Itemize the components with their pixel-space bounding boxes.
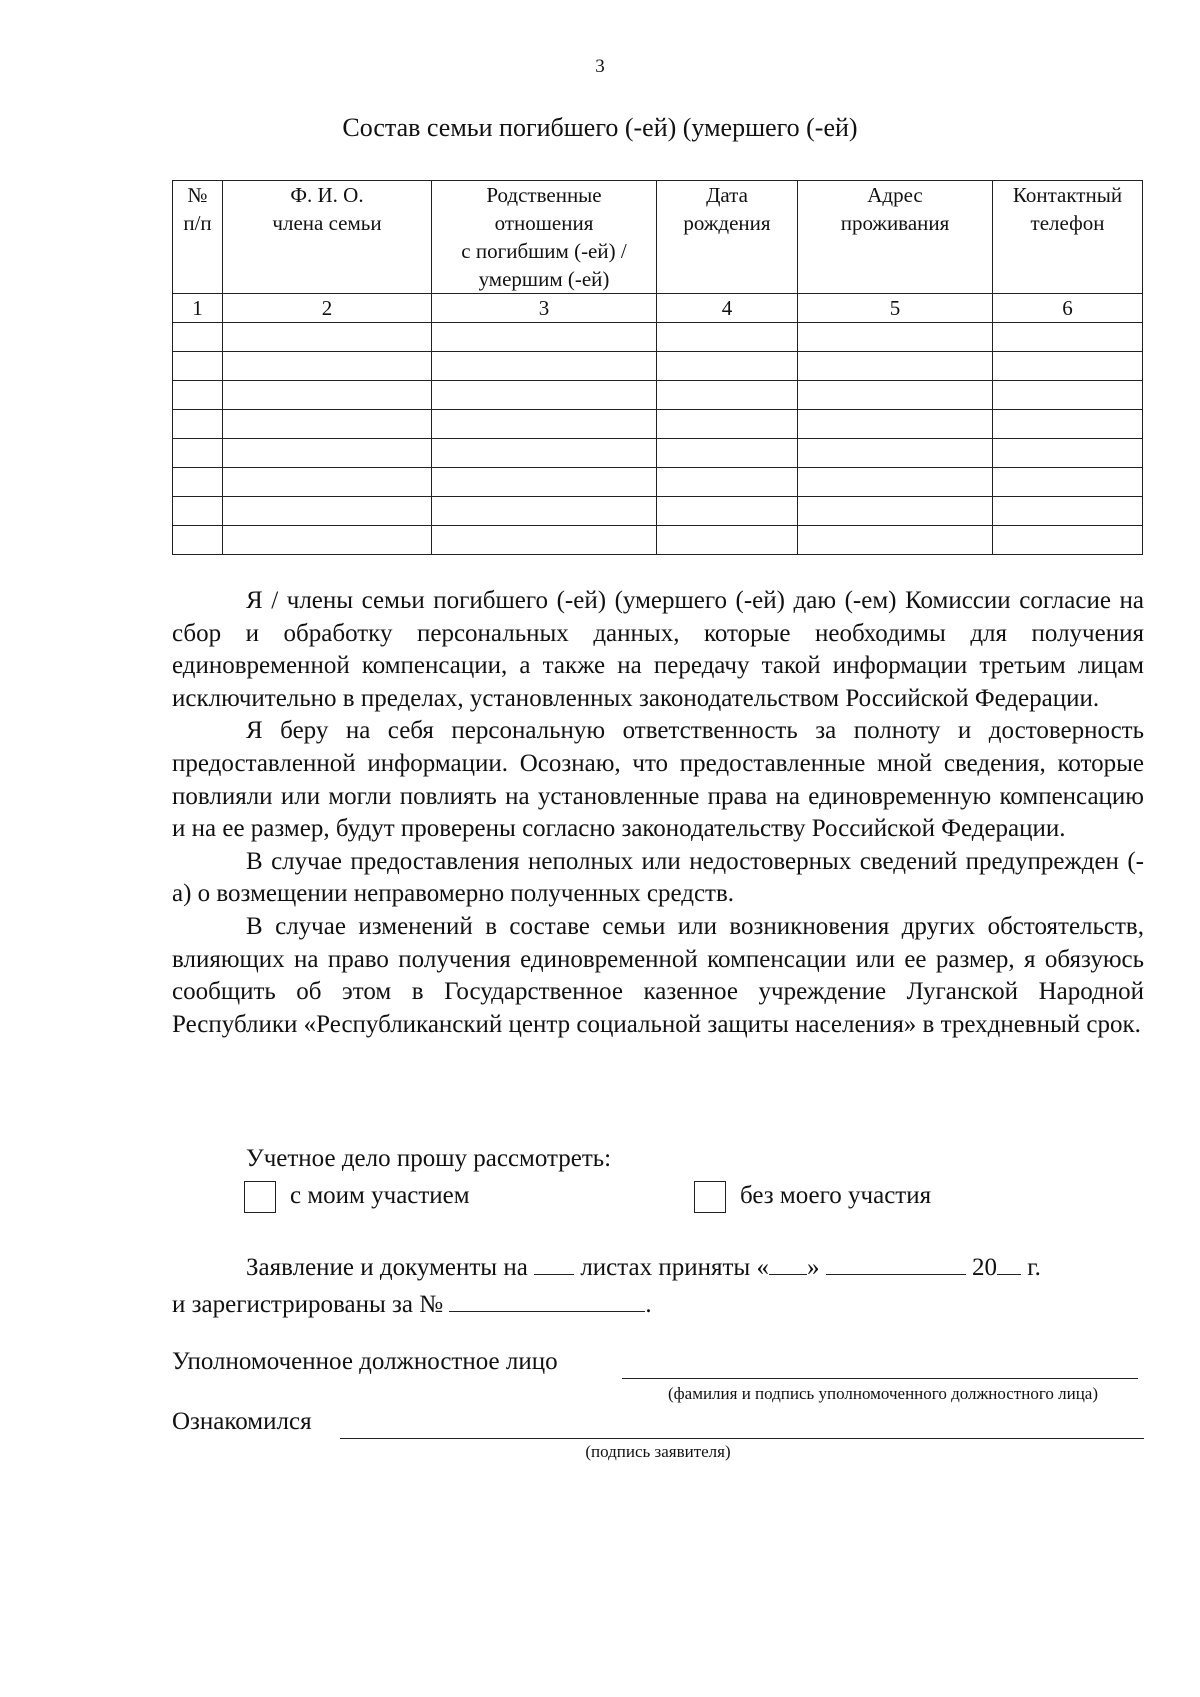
table-cell[interactable] xyxy=(223,381,432,410)
header-full-name: Ф. И. О. члена семьи xyxy=(223,181,432,294)
consent-text xyxy=(172,585,1144,1041)
acquainted-caption: (подпись заявителя) xyxy=(585,1442,731,1461)
table-cell[interactable] xyxy=(432,468,657,497)
table-cell[interactable] xyxy=(993,381,1143,410)
paragraph-responsibility: Я беру на себя персональную ответственность за полноту и достоверность предоставленной информации. Осознаю, что предоставленные мной сведения, которые повлияли или могли повлиять на установленные права на единовременную компенсацию и на ее размер, будут проверены согласно законодательству Российской Федерации. xyxy=(172,717,1144,843)
acquainted-signature-line[interactable] xyxy=(340,1438,1144,1439)
column-number: 6 xyxy=(993,294,1143,323)
table-row xyxy=(173,323,1143,352)
year-field[interactable] xyxy=(997,1248,1021,1275)
table-cell[interactable] xyxy=(993,497,1143,526)
table-cell[interactable] xyxy=(993,439,1143,468)
table-cell[interactable] xyxy=(993,410,1143,439)
table-cell[interactable] xyxy=(798,410,993,439)
table-cell[interactable] xyxy=(173,439,223,468)
table-cell[interactable] xyxy=(173,410,223,439)
registration-number-field[interactable] xyxy=(449,1285,645,1312)
table-cell[interactable] xyxy=(223,352,432,381)
table-cell[interactable] xyxy=(657,497,798,526)
page-number: 3 xyxy=(595,56,605,77)
table-cell[interactable] xyxy=(173,526,223,555)
table-cell[interactable] xyxy=(173,468,223,497)
column-number: 3 xyxy=(432,294,657,323)
table-cell[interactable] xyxy=(657,468,798,497)
acquainted-label: Ознакомился xyxy=(172,1408,312,1435)
table-row xyxy=(173,352,1143,381)
table-cell[interactable] xyxy=(798,526,993,555)
sheets-count-field[interactable] xyxy=(534,1248,574,1275)
family-composition-table xyxy=(172,180,1143,555)
with-participation-checkbox[interactable] xyxy=(244,1181,276,1213)
month-field[interactable] xyxy=(826,1248,966,1275)
table-cell[interactable] xyxy=(993,352,1143,381)
column-number: 1 xyxy=(173,294,223,323)
official-caption: (фамилия и подпись уполномоченного должностного лица) xyxy=(667,1384,1099,1403)
column-numbers-row xyxy=(173,294,1143,323)
table-cell[interactable] xyxy=(432,323,657,352)
table-cell[interactable] xyxy=(657,439,798,468)
table-cell[interactable] xyxy=(173,381,223,410)
official-signature-row xyxy=(172,1348,1144,1382)
without-participation-label: без моего участия xyxy=(740,1182,932,1209)
table-cell[interactable] xyxy=(798,468,993,497)
table-cell[interactable] xyxy=(798,497,993,526)
header-number: № п/п xyxy=(173,181,223,294)
table-row xyxy=(173,381,1143,410)
header-birth-date: Дата рождения xyxy=(657,181,798,294)
table-cell[interactable] xyxy=(432,439,657,468)
table-cell[interactable] xyxy=(223,468,432,497)
table-cell[interactable] xyxy=(223,526,432,555)
header-phone: Контактный телефон xyxy=(993,181,1143,294)
table-cell[interactable] xyxy=(173,323,223,352)
table-cell[interactable] xyxy=(173,352,223,381)
review-label: Учетное дело прошу рассмотреть: xyxy=(246,1145,612,1172)
page-title: Состав семьи погибшего (-ей) (умершего (-ей) xyxy=(342,113,858,142)
table-cell[interactable] xyxy=(657,410,798,439)
column-number: 5 xyxy=(798,294,993,323)
official-label: Уполномоченное должностное лицо xyxy=(172,1348,558,1375)
paragraph-changes: В случае изменений в составе семьи или возникновения других обстоятельств, влияющих на право получения единовременной компенсации или ее размер, я обязуюсь сообщить об этом в Государственное казенное учреждение Луганской Народной Республики «Республиканский центр социальной защиты населения» в трехдневный срок. xyxy=(172,912,1144,1038)
with-participation-label: с моим участием xyxy=(290,1182,470,1209)
paragraph-consent: Я / члены семьи погибшего (-ей) (умершего (-ей) даю (-ем) Комиссии согласие на сбор и обработку персональных данных, которые необходимы для получения единовременной компенсации, а также на передачу такой информации третьим лицам исключительно в пределах, установленных законодательством Российской Федерации. xyxy=(172,587,1144,712)
table-cell[interactable] xyxy=(657,352,798,381)
acceptance-statement: Заявление и документы на листах приняты « » 20 г. и зарегистрированы за № . xyxy=(172,1248,1144,1322)
header-relationship: Родственные отношения с погибшим (-ей) / умершим (-ей) xyxy=(432,181,657,294)
official-signature-line[interactable] xyxy=(622,1378,1138,1379)
table-cell[interactable] xyxy=(223,410,432,439)
table-row xyxy=(173,410,1143,439)
table-cell[interactable] xyxy=(993,526,1143,555)
table-cell[interactable] xyxy=(432,526,657,555)
table-row xyxy=(173,526,1143,555)
table-header-row xyxy=(173,181,1143,294)
table-row xyxy=(173,468,1143,497)
paragraph-warning: В случае предоставления неполных или недостоверных сведений предупрежден (-а) о возмещении неправомерно полученных средств. xyxy=(172,847,1144,908)
table-cell[interactable] xyxy=(657,526,798,555)
table-cell[interactable] xyxy=(432,352,657,381)
table-cell[interactable] xyxy=(798,352,993,381)
day-field[interactable] xyxy=(769,1248,807,1275)
table-cell[interactable] xyxy=(657,381,798,410)
column-number: 4 xyxy=(657,294,798,323)
header-address: Адрес проживания xyxy=(798,181,993,294)
table-cell[interactable] xyxy=(993,468,1143,497)
table-cell[interactable] xyxy=(798,381,993,410)
table-cell[interactable] xyxy=(223,439,432,468)
table-cell[interactable] xyxy=(798,323,993,352)
without-participation-checkbox[interactable] xyxy=(694,1181,726,1213)
acquainted-signature-row xyxy=(172,1408,1144,1442)
table-cell[interactable] xyxy=(432,497,657,526)
review-options xyxy=(244,1180,1144,1216)
table-cell[interactable] xyxy=(173,497,223,526)
table-cell[interactable] xyxy=(657,323,798,352)
table-row xyxy=(173,497,1143,526)
table-cell[interactable] xyxy=(223,323,432,352)
table-cell[interactable] xyxy=(798,439,993,468)
table-row xyxy=(173,439,1143,468)
table-cell[interactable] xyxy=(432,381,657,410)
table-cell[interactable] xyxy=(432,410,657,439)
column-number: 2 xyxy=(223,294,432,323)
table-cell[interactable] xyxy=(993,323,1143,352)
table-cell[interactable] xyxy=(223,497,432,526)
